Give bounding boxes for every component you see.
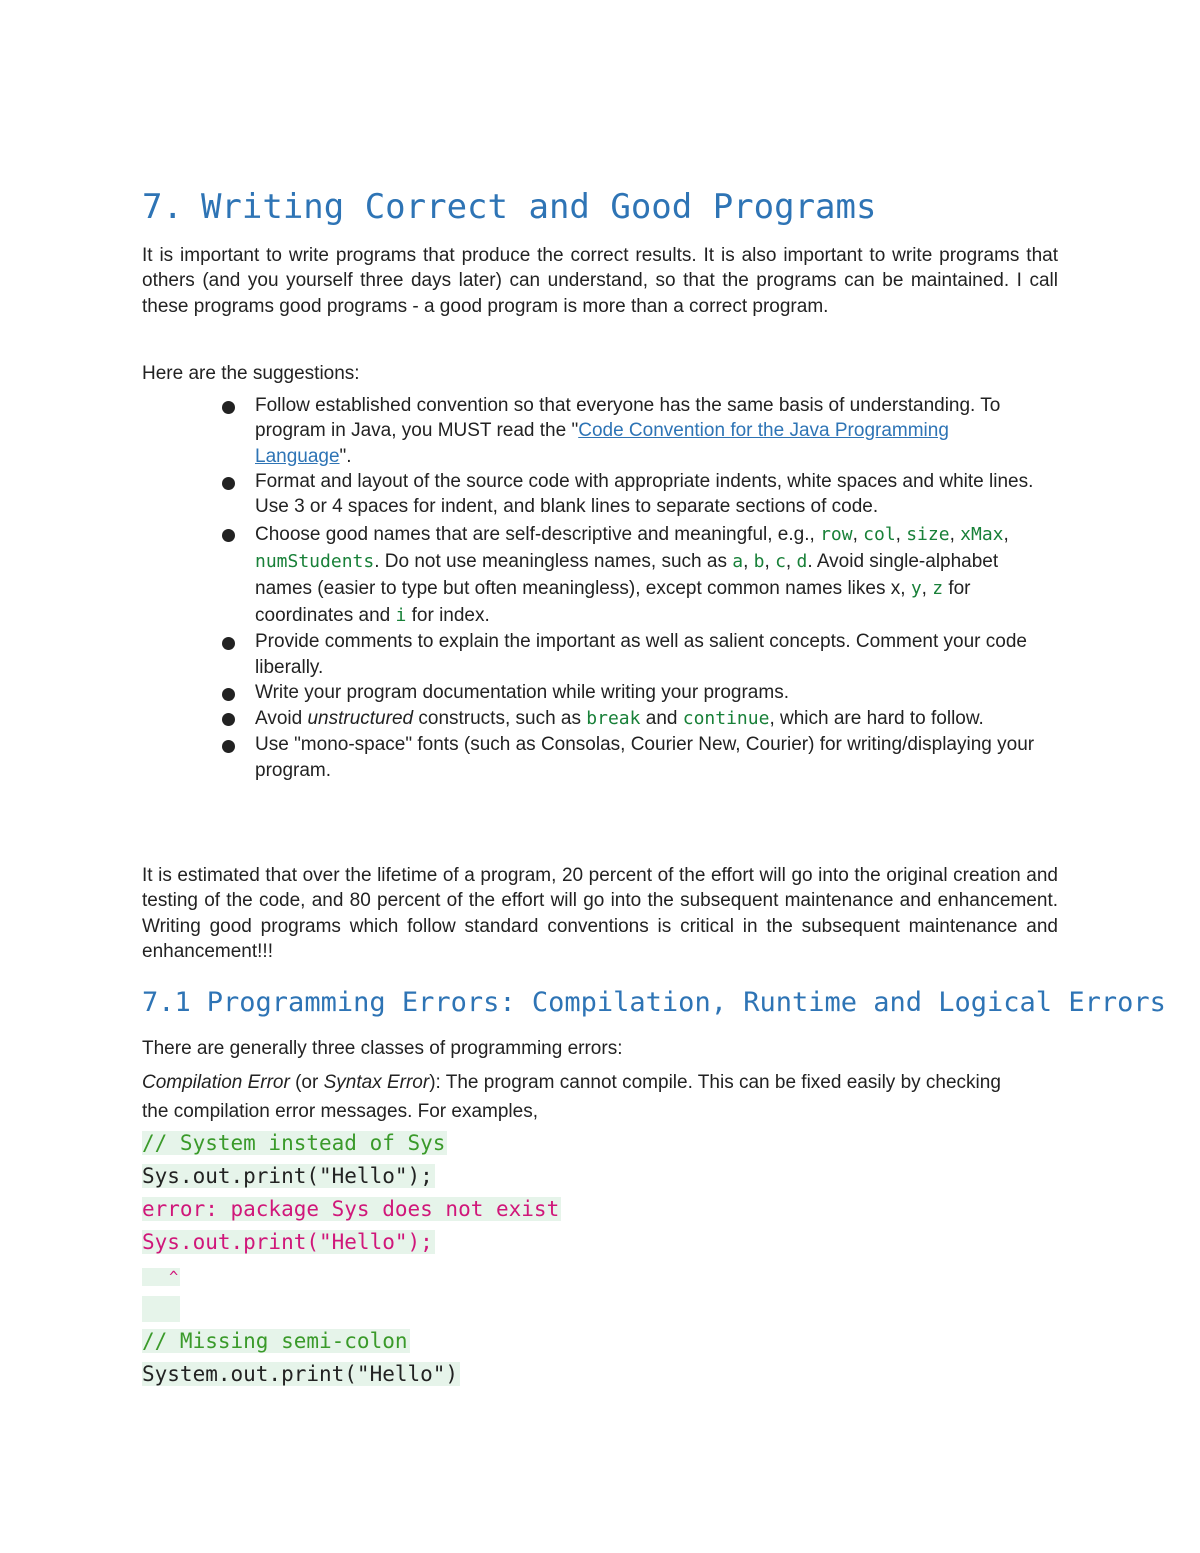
code-convention-link[interactable]: Code Convention for the Java Programming Language xyxy=(255,420,949,467)
list-item: Choose good names that are self-descriptive and meaningful, e.g., row, col, size, xMax, numStudents. Do not use meaningless names, such as a, b, c, d. Avoid single-alphabet names (easier to type but often meaningless), except common names likes x, y, z for coordinates and i for index. xyxy=(255,521,1045,629)
code-line: System.out.print("Hello") xyxy=(142,1362,459,1386)
code-token: b xyxy=(753,551,765,573)
list-item: Provide comments to explain the important as well as salient concepts. Comment your code liberally. xyxy=(255,629,1045,680)
list-item: Follow established convention so that everyone has the same basis of understanding. To program in Java, you MUST read the "Code Convention for the Java Programming Language". xyxy=(255,393,1045,469)
suggestions-list xyxy=(255,393,1045,783)
bullet-icon xyxy=(222,740,235,753)
code-token: continue xyxy=(682,708,770,730)
section-heading xyxy=(142,982,1166,1024)
code-token: xMax xyxy=(960,524,1004,546)
code-line: // System instead of Sys xyxy=(142,1131,446,1155)
section-number: 7.1 xyxy=(142,987,191,1018)
code-token: size xyxy=(906,524,950,546)
compilation-error-paragraph: Compilation Error (or Syntax Error): The program cannot compile. This can be fixed easily by checking the compilation error messages. For examples, xyxy=(142,1072,1001,1122)
code-line: Sys.out.print("Hello"); xyxy=(142,1164,433,1188)
code-line xyxy=(142,1292,561,1325)
code-line: // Missing semi-colon xyxy=(142,1329,408,1353)
code-line: error: package Sys does not exist xyxy=(142,1197,560,1221)
code-token: numStudents xyxy=(255,551,375,573)
code-token: y xyxy=(910,578,922,600)
code-line: ^ xyxy=(142,1268,179,1286)
list-item: Write your program documentation while writing your programs. xyxy=(255,680,1045,705)
bullet-icon xyxy=(222,637,235,650)
chapter-title: Writing Correct and Good Programs xyxy=(200,187,877,227)
chapter-number: 7. xyxy=(142,187,183,227)
list-item: Format and layout of the source code with appropriate indents, white spaces and white lines. Use 3 or 4 spaces for indent, and blank lines to separate sections of code. xyxy=(255,469,1045,520)
suggestions-lead: Here are the suggestions: xyxy=(142,363,360,384)
code-token: d xyxy=(796,551,808,573)
effort-paragraph: It is estimated that over the lifetime of a program, 20 percent of the effort will go into the original creation and testing of the code, and 80 percent of the effort will go into the subsequent maintenance and enhancement. Writing good programs which follow standard conventions is critical in the subsequent maintenance and enhancement!!! xyxy=(142,865,1058,962)
code-token: row xyxy=(820,524,853,546)
code-line: Sys.out.print("Hello"); xyxy=(142,1230,433,1254)
intro-paragraph: It is important to write programs that produce the correct results. It is also important to write programs that others (and you yourself three days later) can understand, so that the programs can be maintained. I call these programs good programs - a good program is more than a correct program. xyxy=(142,245,1058,317)
code-token: break xyxy=(586,708,641,730)
chapter-heading xyxy=(142,184,876,230)
code-token: a xyxy=(732,551,744,573)
bullet-icon xyxy=(222,529,235,542)
code-token: col xyxy=(863,524,896,546)
code-token: c xyxy=(775,551,786,573)
bullet-icon xyxy=(222,477,235,490)
code-token: z xyxy=(932,578,944,600)
list-item: Avoid unstructured constructs, such as break and continue, which are hard to follow. xyxy=(255,705,1045,732)
bullet-icon xyxy=(222,401,235,414)
section-title: Programming Errors: Compilation, Runtime and Logical Errors xyxy=(206,987,1166,1018)
bullet-icon xyxy=(222,688,235,701)
code-token: i xyxy=(395,605,407,627)
list-item: Use "mono-space" fonts (such as Consolas, Courier New, Courier) for writing/displaying your program. xyxy=(255,732,1045,783)
code-example xyxy=(142,1127,561,1391)
bullet-icon xyxy=(222,713,235,726)
blank-code-line xyxy=(142,1296,180,1322)
classes-line: There are generally three classes of programming errors: xyxy=(142,1038,623,1059)
